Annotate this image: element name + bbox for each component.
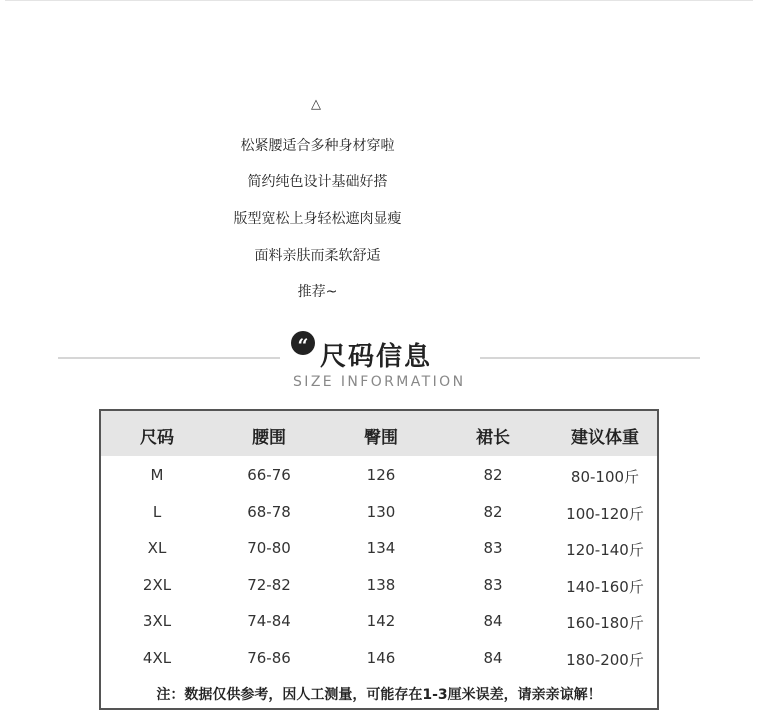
cell-hip: 146 (366, 649, 396, 667)
cell-hip: 142 (366, 612, 396, 630)
cell-hip: 134 (366, 539, 396, 557)
description-line: 版型宽松上身轻松遮肉显瘦 (233, 211, 402, 227)
cell-waist: 66-76 (247, 466, 291, 484)
description-line: 面料亲肤而柔软舒适 (254, 248, 381, 264)
section-rule-left (58, 357, 280, 359)
cell-waist: 76-86 (247, 649, 291, 667)
cell-skirt-length: 83 (483, 539, 503, 557)
cell-hip: 130 (366, 503, 396, 521)
cell-skirt-length: 84 (483, 612, 503, 630)
description-line: 松紧腰适合多种身材穿啦 (240, 138, 395, 154)
table-footnote: 注：数据仅供参考，因人工测量，可能存在1-3厘米误差，请亲亲谅解！ (156, 687, 602, 703)
cell-waist: 74-84 (247, 612, 291, 630)
cell-skirt-length: 82 (483, 503, 503, 521)
cell-waist: 70-80 (247, 539, 291, 557)
header-cell-size: 尺码 (140, 428, 174, 448)
section-rule-right (480, 357, 700, 359)
description-line: 推荐~ (297, 284, 338, 300)
cell-waist: 72-82 (247, 576, 291, 594)
cell-weight: 120-140斤 (566, 541, 644, 559)
cell-size: M (150, 466, 164, 484)
cell-size: 3XL (142, 612, 172, 630)
cell-weight: 140-160斤 (566, 578, 644, 596)
cell-skirt-length: 82 (483, 466, 503, 484)
cell-size: 4XL (142, 649, 172, 667)
cell-skirt-length: 84 (483, 649, 503, 667)
cell-weight: 100-120斤 (566, 505, 644, 523)
cell-size: XL (147, 539, 167, 557)
cell-weight: 80-100斤 (570, 468, 640, 486)
cell-hip: 126 (366, 466, 396, 484)
header-cell-waist: 腰围 (252, 428, 286, 448)
top-divider (5, 0, 753, 1)
header-cell-skirt-length: 裙长 (476, 428, 510, 448)
cell-size: 2XL (142, 576, 172, 594)
cell-weight: 160-180斤 (566, 614, 644, 632)
header-cell-weight: 建议体重 (571, 428, 639, 448)
cell-weight: 180-200斤 (566, 651, 644, 669)
table-header-row (101, 411, 657, 456)
description-line: 简约纯色设计基础好搭 (247, 174, 388, 190)
section-subtitle: SIZE INFORMATION (293, 374, 466, 390)
cell-size: L (152, 503, 162, 521)
header-cell-hip: 臀围 (364, 428, 398, 448)
cell-waist: 68-78 (247, 503, 291, 521)
section-title: 尺码信息 (320, 342, 433, 372)
triangle-icon: △ (311, 97, 321, 112)
cell-hip: 138 (366, 576, 396, 594)
cell-skirt-length: 83 (483, 576, 503, 594)
quote-icon: “ (291, 331, 315, 355)
size-table (99, 409, 659, 710)
